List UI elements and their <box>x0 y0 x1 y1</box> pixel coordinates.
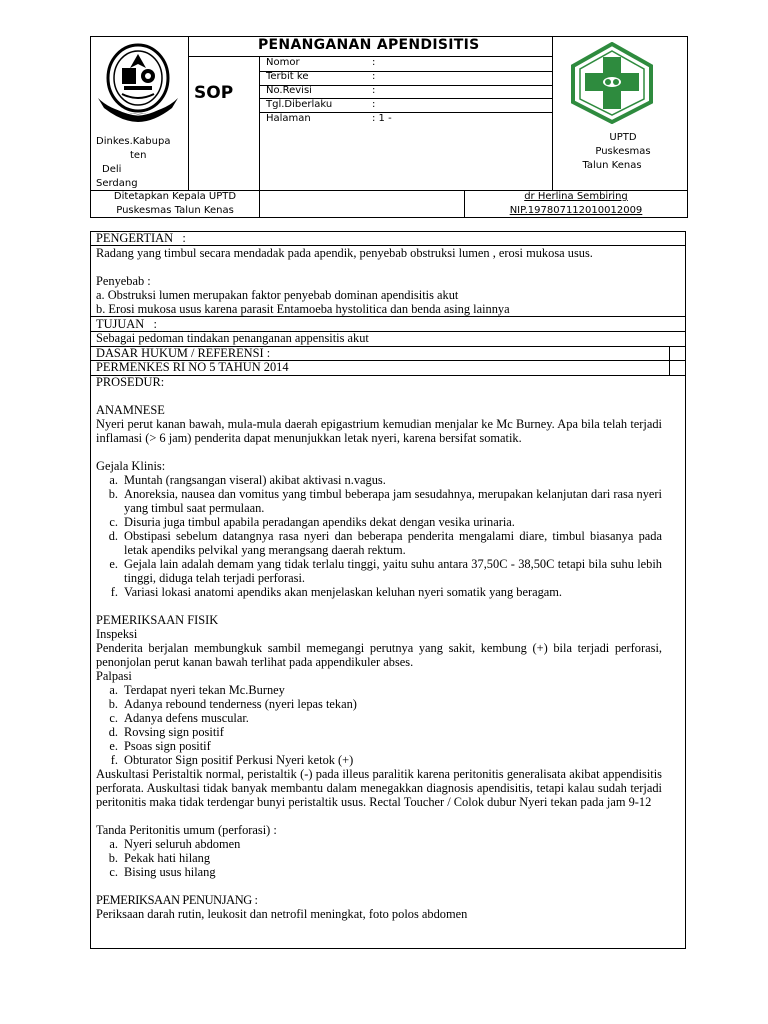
prosedur-heading: PROSEDUR: <box>96 375 165 389</box>
fisik-heading: PEMERIKSAAN FISIK <box>96 613 219 627</box>
pengertian-text: Radang yang timbul secara mendadak pada apendik, penyebab obstruksi lumen , erosi mukosa usus. <box>96 246 593 260</box>
auskultasi-text: Auskultasi Peristaltik normal, peristaltik (-) pada illeus paralitik karena peritonitis generalisata akibat appendisitis perforata. Auskultasi tidak banyak membantu dalam menegakkan diagnosis apendisitis, tetapi kalau sudah terjadi peritonitis maka tidak terdengar bunyi peristaltik usus. Rectal Toucher / Colok dubur Nyeri tekan pada jam 9-12 <box>96 767 662 810</box>
inspeksi-text: Penderita berjalan membungkuk sambil memegangi perutnya yang sakit, kembung (+) bila terjadi perforasi, penonjolan perut kanan bawah terlihat pada appendikuler abses. <box>96 641 662 670</box>
document-title: PENANGANAN APENDISITIS <box>258 37 480 53</box>
established-line-1: Ditetapkan Kepala UPTD <box>113 191 237 202</box>
established-line-2: Puskesmas Talun Kenas <box>116 205 234 216</box>
established-by <box>92 190 258 218</box>
meta-nomor-value: : <box>372 57 376 68</box>
tujuan-text: Sebagai pedoman tindakan penanganan appensitis akut <box>96 331 369 345</box>
penyebab-b: b. Erosi mukosa usus karena parasit Entamoeba hystolitica dan benda asing lainnya <box>96 302 510 316</box>
meta-tgl-label: Tgl.Diberlaku <box>266 99 333 110</box>
org-right-line-3: Talun Kenas <box>582 160 642 171</box>
pengertian-heading: PENGERTIAN : <box>96 231 186 245</box>
anamnese-text: Nyeri perut kanan bawah, mula-mula daerah epigastrium kemudian menjalar ke Mc Burney. Apa bila telah terjadi inflamasi (> 6 jam) penderita dapat menunjukkan letak nyeri, karena bersifat somatik. <box>96 417 662 446</box>
palpasi-label: Palpasi <box>96 669 132 683</box>
inspeksi-label: Inspeksi <box>96 627 138 641</box>
signer-name: dr Herlina Sembiring <box>524 191 628 202</box>
regency-seal-logo <box>92 38 184 128</box>
org-left-line-2: ten <box>130 150 147 161</box>
meta-halaman-value: : 1 - <box>372 113 392 124</box>
dasar-text: PERMENKES RI NO 5 TAHUN 2014 <box>96 360 289 374</box>
penunjang-text: Periksaan darah rutin, leukosit dan netrofil meningkat, foto polos abdomen <box>96 907 468 921</box>
dasar-heading: DASAR HUKUM / REFERENSI : <box>96 346 271 360</box>
org-left-line-3: Deli <box>102 164 122 175</box>
sop-label: SOP <box>194 83 234 103</box>
org-right-line-2: Puskesmas <box>595 146 651 157</box>
tanda-label: Tanda Peritonitis umum (perforasi) : <box>96 823 277 837</box>
tujuan-heading: TUJUAN : <box>96 317 157 331</box>
anamnese-heading: ANAMNESE <box>96 403 165 417</box>
org-name-left <box>96 135 186 191</box>
gejala-label: Gejala Klinis: <box>96 459 166 473</box>
puskesmas-logo <box>569 42 655 124</box>
meta-revisi-label: No.Revisi <box>266 85 312 96</box>
meta-terbit-value: : <box>372 71 376 82</box>
meta-tgl-value: : <box>372 99 376 110</box>
org-left-line-1: Dinkes.Kabupa <box>96 136 171 147</box>
penyebab-label: Penyebab : <box>96 274 151 288</box>
signer-nip: NIP.19780711201001200​9 <box>509 205 643 216</box>
penyebab-a: a. Obstruksi lumen merupakan faktor penyebab dominan apendisitis akut <box>96 288 459 302</box>
org-name-right <box>568 131 668 173</box>
org-right-line-1: UPTD <box>609 132 637 143</box>
meta-nomor-label: Nomor <box>266 57 300 68</box>
meta-terbit-label: Terbit ke <box>266 71 309 82</box>
meta-halaman-label: Halaman <box>266 113 311 124</box>
meta-revisi-value: : <box>372 85 376 96</box>
org-left-line-4: Serdang <box>96 178 138 189</box>
penunjang-heading: PEMERIKSAAN PENUNJANG : <box>96 893 258 907</box>
signer-block <box>466 190 686 218</box>
